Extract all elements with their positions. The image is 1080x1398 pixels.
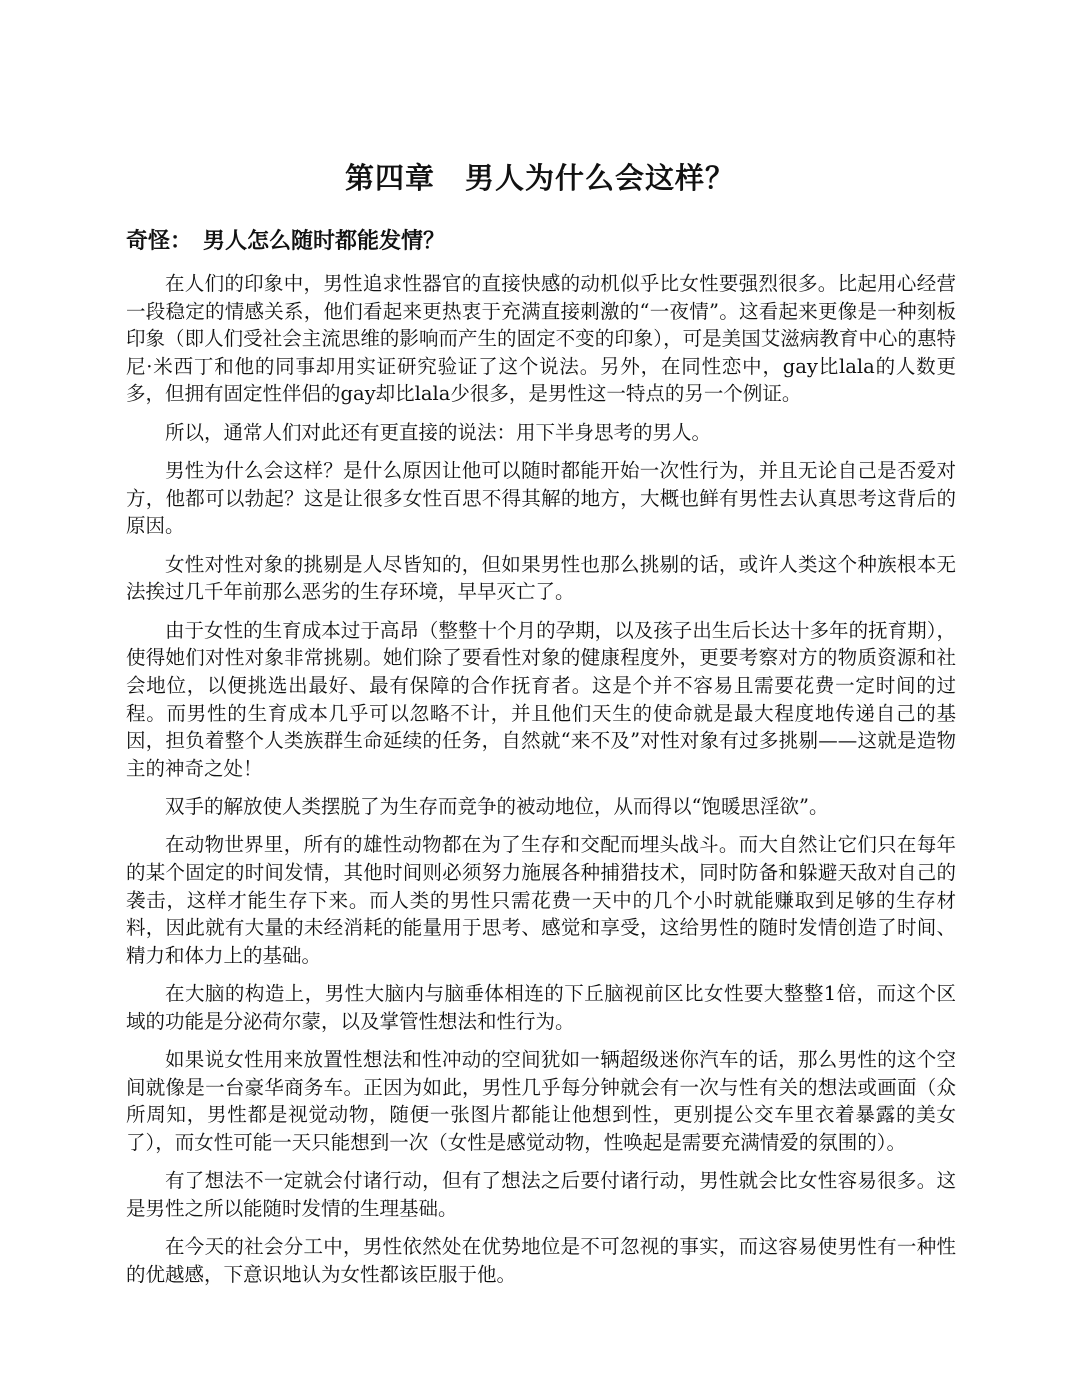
- paragraph: 在人们的印象中，男性追求性器官的直接快感的动机似乎比女性要强烈很多。比起用心经营一段稳定的情感关系，他们看起来更热衷于充满直接刺激的“一夜情”。这看起来更像是一种刻板印象（即人们受社会主流思维的影响而产生的固定不变的印象），可是美国艾滋病教育中心的惠特尼·米西丁和他的同事却用实证研究验证了这个说法。另外，在同性恋中，gay比lala的人数更多，但拥有固定性伴侣的gay却比lala少很多，是男性这一特点的另一个例证。: [126, 272, 956, 406]
- paragraph: 有了想法不一定就会付诸行动，但有了想法之后要付诸行动，男性就会比女性容易很多。这是男性之所以能随时发情的生理基础。: [126, 1169, 956, 1220]
- paragraph: 如果说女性用来放置性想法和性冲动的空间犹如一辆超级迷你汽车的话，那么男性的这个空间就像是一台豪华商务车。正因为如此，男性几乎每分钟就会有一次与性有关的想法或画面（众所周知，男性都是视觉动物，随便一张图片都能让他想到性，更别提公交车里衣着暴露的美女了），而女性可能一天只能想到一次（女性是感觉动物，性唤起是需要充满情爱的氛围的）。: [126, 1048, 956, 1154]
- chapter-title: 第四章 男人为什么会这样？: [344, 161, 735, 195]
- body-text: [126, 270, 956, 1299]
- paragraph: 双手的解放使人类摆脱了为生存而竞争的被动地位，从而得以“饱暖思淫欲”。: [165, 795, 829, 819]
- paragraph: 在今天的社会分工中，男性依然处在优势地位是不可忽视的事实，而这容易使男性有一种性的优越感，下意识地认为女性都该臣服于他。: [126, 1235, 956, 1286]
- paragraph: 在动物世界里，所有的雄性动物都在为了生存和交配而埋头战斗。而大自然让它们只在每年的某个固定的时间发情，其他时间则必须努力施展各种捕猎技术，同时防备和躲避天敌对自己的袭击，这样才能生存下来。而人类的男性只需花费一天中的几个小时就能赚取到足够的生存材料，因此就有大量的未经消耗的能量用于思考、感觉和享受，这给男性的随时发情创造了时间、精力和体力上的基础。: [126, 833, 956, 967]
- section-title: 奇怪： 男人怎么随时都能发情？: [126, 229, 446, 254]
- paragraph: 在大脑的构造上，男性大脑内与脑垂体相连的下丘脑视前区比女性要大整整1倍，而这个区域的功能是分泌荷尔蒙，以及掌管性想法和性行为。: [126, 982, 956, 1033]
- paragraph: 男性为什么会这样？是什么原因让他可以随时都能开始一次性行为，并且无论自己是否爱对方，他都可以勃起？这是让很多女性百思不得其解的地方，大概也鲜有男性去认真思考这背后的原因。: [126, 459, 956, 538]
- paragraph: 由于女性的生育成本过于高昂（整整十个月的孕期，以及孩子出生后长达十多年的抚育期），使得她们对性对象非常挑剔。她们除了要看性对象的健康程度外，更要考察对方的物质资源和社会地位，以便挑选出最好、最有保障的合作抚育者。这是个并不容易且需要花费一定时间的过程。而男性的生育成本几乎可以忽略不计，并且他们天生的使命就是最大程度地传递自己的基因，担负着整个人类族群生命延续的任务，自然就“来不及”对性对象有过多挑剔——这就是造物主的神奇之处！: [126, 618, 956, 780]
- paragraph: 女性对性对象的挑剔是人尽皆知的，但如果男性也那么挑剔的话，或许人类这个种族根本无法挨过几千年前那么恶劣的生存环境，早早灭亡了。: [126, 552, 956, 604]
- paragraph: 所以，通常人们对此还有更直接的说法：用下半身思考的男人。: [165, 420, 712, 444]
